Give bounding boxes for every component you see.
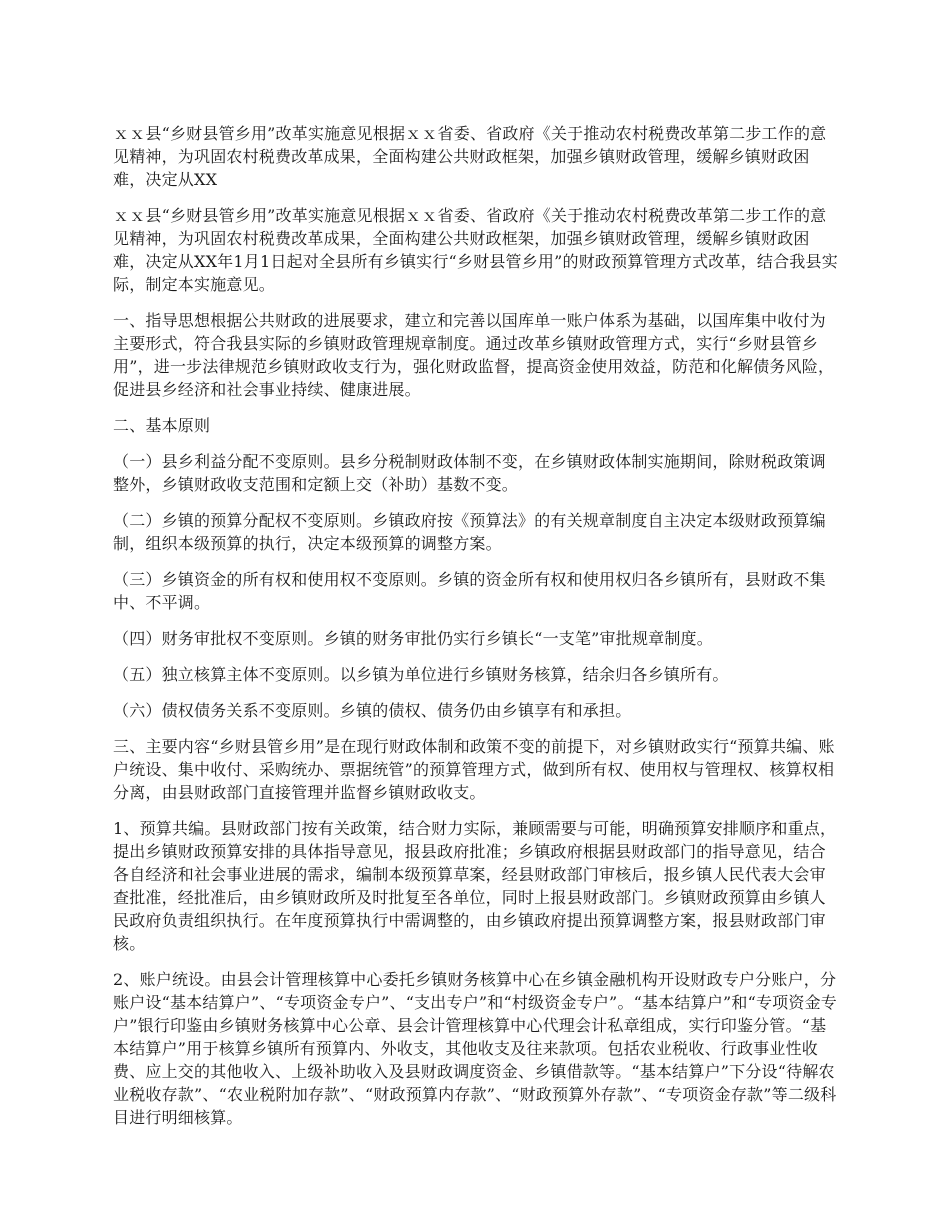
section-guiding-ideology: 一、指导思想根据公共财政的进展要求，建立和完善以国库单一账户体系为基础，以国库集中收付为主要形式，符合我县实际的乡镇财政管理规章制度。通过改革乡镇财政管理方式，实行“乡财县管乡用”，进一步法律规范乡镇财政收支行为，强化财政监督，提高资金使用效益，防范和化解债务风险，促进县乡经济和社会事业持续、健康进展。 [113,311,835,399]
intro-paragraph-truncated: ｘｘ县“乡财县管乡用”改革实施意见根据ｘｘ省委、省政府《关于推动农村税费改革第二步工作的意见精神，为巩固农村税费改革成果，全面构建公共财政框架，加强乡镇财政管理，缓解乡镇财政困难，决定从XX [113,124,827,189]
section-main-content: 三、主要内容“乡财县管乡用”是在现行财政体制和政策不变的前提下，对乡镇财政实行“预算共编、账户统设、集中收付、采购统办、票据统管”的预算管理方式，做到所有权、使用权与管理权、核算权相分离，由县财政部门直接管理并监督乡镇财政收支。 [113,737,835,802]
section-heading-basic-principles: 二、基本原则 [113,416,211,435]
principle-6-paragraph: （六）债权债务关系不变原则。乡镇的债权、债务仍由乡镇享有和承担。 [113,701,632,720]
principle-5-paragraph: （五）独立核算主体不变原则。以乡镇为单位进行乡镇财务核算，结余归各乡镇所有。 [113,665,729,684]
principle-3-paragraph: （三）乡镇资金的所有权和使用权不变原则。乡镇的资金所有权和使用权归各乡镇所有，县财政不集中、不平调。 [113,570,826,612]
principle-4-paragraph: （四）财务审批权不变原则。乡镇的财务审批仍实行乡镇长“一支笔”审批规章制度。 [113,629,713,648]
principle-1-paragraph: （一）县乡利益分配不变原则。县乡分税制财政体制不变，在乡镇财政体制实施期间，除财税政策调整外，乡镇财政收支范围和定额上交（补助）基数不变。 [113,452,826,494]
intro-paragraph: ｘｘ县“乡财县管乡用”改革实施意见根据ｘｘ省委、省政府《关于推动农村税费改革第二步工作的意见精神，为巩固农村税费改革成果，全面构建公共财政框架，加强乡镇财政管理，缓解乡镇财政困难，决定从XX年1月1日起对全县所有乡镇实行“乡财县管乡用”的财政预算管理方式改革，结合我县实际，制定本实施意见。 [113,206,838,294]
principle-2-paragraph: （二）乡镇的预算分配权不变原则。乡镇政府按《预算法》的有关规章制度自主决定本级财政预算编制，组织本级预算的执行，决定本级预算的调整方案。 [113,511,826,553]
item-2-accounts-paragraph: 2、账户统设。由县会计管理核算中心委托乡镇财务核算中心在乡镇金融机构开设财政专户分账户，分账户设“基本结算户”、“专项资金专户”、“支出专户”和“村级资金专户”。“基本结算户”和“专项资金专户”银行印鉴由乡镇财务核算中心公章、县会计管理核算中心代理会计私章组成，实行印鉴分管。“基本结算户”用于核算乡镇所有预算内、外收支，其他收支及往来款项。包括农业税收、行政事业性收费、应上交的其他收入、上级补助收入及县财政调度资金、乡镇借款等。“基本结算户”下分设“待解农业税收存款”、“农业税附加存款”、“财政预算内存款”、“财政预算外存款”、“专项资金存款”等二级科目进行明细核算。 [113,970,837,1127]
item-1-budget-paragraph: 1、预算共编。县财政部门按有关政策，结合财力实际，兼顾需要与可能，明确预算安排顺序和重点，提出乡镇财政预算安排的具体指导意见，报县政府批准；乡镇政府根据县财政部门的指导意见，结合各自经济和社会事业进展的需求，编制本级预算草案，经县财政部门审核后，报乡镇人民代表大会审查批准，经批准后，由乡镇财政所及时批复至各单位，同时上报县财政部门。乡镇财政预算由乡镇人民政府负责组织执行。在年度预算执行中需调整的，由乡镇政府提出预算调整方案，报县财政部门审核。 [113,819,837,953]
